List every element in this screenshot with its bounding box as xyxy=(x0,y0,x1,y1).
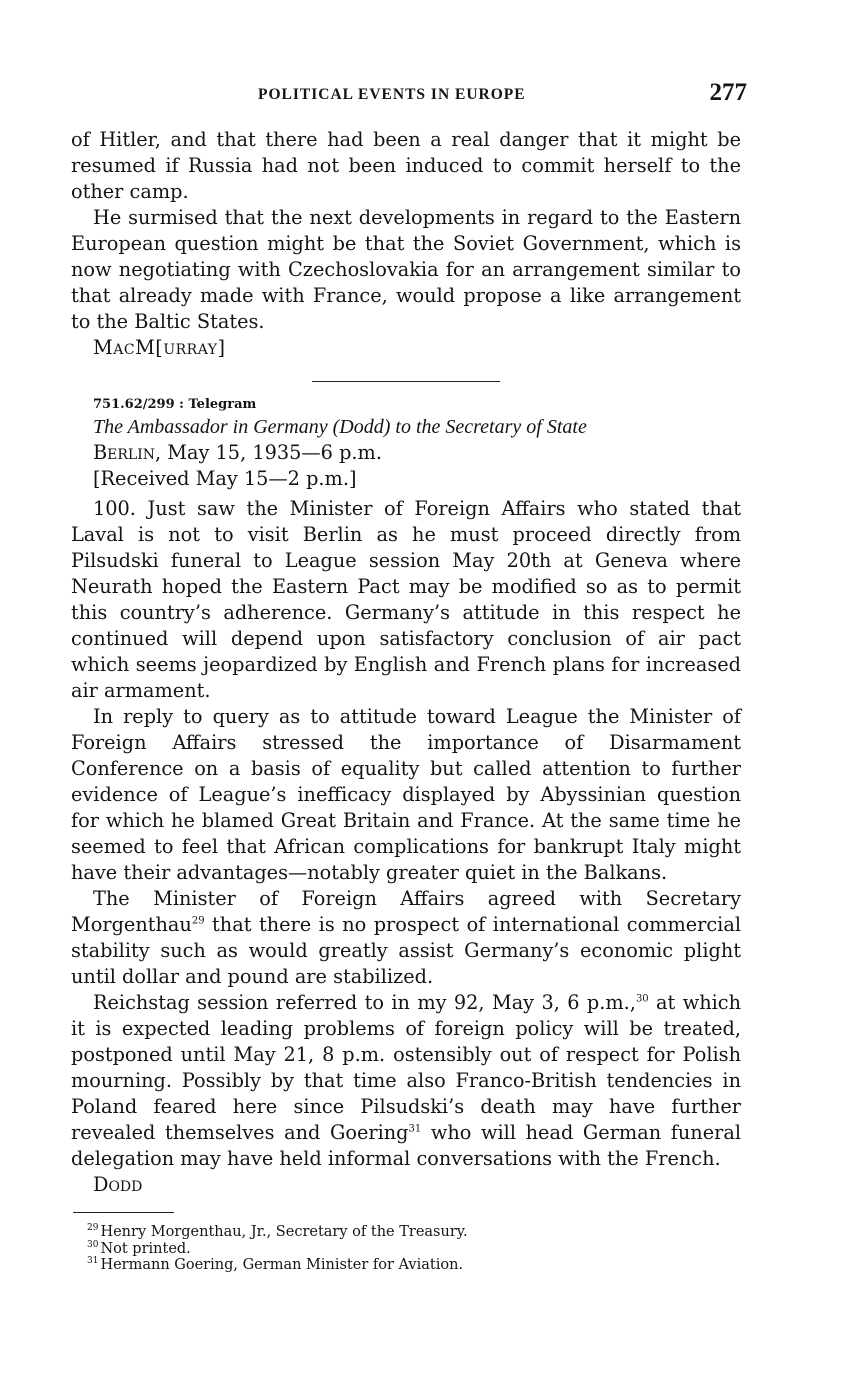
dateline-place: Berlin xyxy=(93,441,156,464)
footnote-ref-29: 29 xyxy=(191,915,205,927)
paragraph-4-text-a: Reichstag session referred to in my 92, May 3, 6 p.m., xyxy=(93,991,636,1014)
running-title: POLITICAL EVENTS IN EUROPE xyxy=(258,86,526,103)
footnote-text: Not printed. xyxy=(100,1240,191,1257)
document-title: The Ambassador in Germany (Dodd) to the Secretary of State xyxy=(93,416,587,438)
paragraph-3-text-a: The Minister of Foreign Affairs agreed with Secretary Morgenthau xyxy=(71,887,741,936)
footnote-text: Hermann Goering, German Minister for Aviation. xyxy=(100,1257,464,1273)
telegram-paragraph-2: In reply to query as to attitude toward League the Minister of Foreign Affairs stressed the importance of Disarmament Conference on a basis of equality but called attention to further evidence of League’s inefficacy displayed by Abyssinian question for which he blamed Great Britain and France. At the same time he seemed to feel that African complications for bankrupt Italy might have their advantages—notably greater quiet in the Balkans. xyxy=(71,705,741,884)
footnote-text: Henry Morgenthau, Jr., Secretary of the Treasury. xyxy=(100,1224,468,1240)
footnote-30 xyxy=(87,1241,468,1258)
footnote-rule xyxy=(73,1212,174,1213)
footnote-mark: 31 xyxy=(87,1256,99,1267)
signature-dodd: Dodd xyxy=(93,1173,143,1196)
continuation-paragraph-1: of Hitler, and that there had been a real danger that it might be resumed if Russia had not been induced to commit herself to the other camp. xyxy=(71,128,741,203)
footnote-29 xyxy=(87,1224,468,1241)
dateline-date: , May 15, 1935—6 p.m. xyxy=(155,441,382,464)
paragraph-4-text-b: at which it is expected leading problems of foreign policy will be treated, postponed until May 21, 8 p.m. ostensibly out of respect for Polish mourning. Possibly by that time also Franco-British tendencies in Poland feared here since Pilsudski’s death may have further revealed themselves and Goering xyxy=(71,991,741,1144)
footnote-mark: 30 xyxy=(87,1239,99,1250)
telegram-body xyxy=(71,496,741,1172)
dateline xyxy=(71,440,741,466)
telegram-paragraph-1: 100. Just saw the Minister of Foreign Affairs who stated that Laval is not to visit Berlin as he must proceed directly from Pilsudski funeral to League session May 20th at Geneva where Neurath hoped the Eastern Pact may be modified so as to permit this country’s adherence. Germany’s attitude in this respect he continued will depend upon satisfactory conclusion of air pact which seems jeopardized by English and French plans for increased air armament. xyxy=(71,497,741,702)
section-divider xyxy=(312,381,500,382)
footnote-mark: 29 xyxy=(87,1223,99,1234)
footnote-ref-30: 30 xyxy=(635,993,649,1005)
footnotes xyxy=(87,1224,468,1274)
received-line: [Received May 15—2 p.m.] xyxy=(93,467,357,490)
file-reference: 751.62/299 : Telegram xyxy=(93,397,257,412)
footnote-31 xyxy=(87,1257,468,1274)
signature-macmurray: MacM[urray] xyxy=(93,336,226,359)
paragraph-4-text-c: who will head German funeral delegation may have held informal conversations with the French. xyxy=(71,1121,741,1170)
telegram-paragraph-3 xyxy=(71,886,741,990)
paragraph-3-text-b: that there is no prospect of international commercial stability such as would greatly assist Germany’s economic plight until dollar and pound are stabilized. xyxy=(71,913,741,988)
footnote-ref-31: 31 xyxy=(408,1123,422,1135)
page-body xyxy=(71,127,741,1198)
continuation-paragraph-2: He surmised that the next developments in regard to the Eastern European question might be that the Soviet Government, which is now negotiating with Czechoslovakia for an arrangement similar to that already made with France, would propose a like arrangement to the Baltic States. xyxy=(71,206,741,333)
page-number: 277 xyxy=(709,79,747,106)
telegram-paragraph-4 xyxy=(71,990,741,1172)
